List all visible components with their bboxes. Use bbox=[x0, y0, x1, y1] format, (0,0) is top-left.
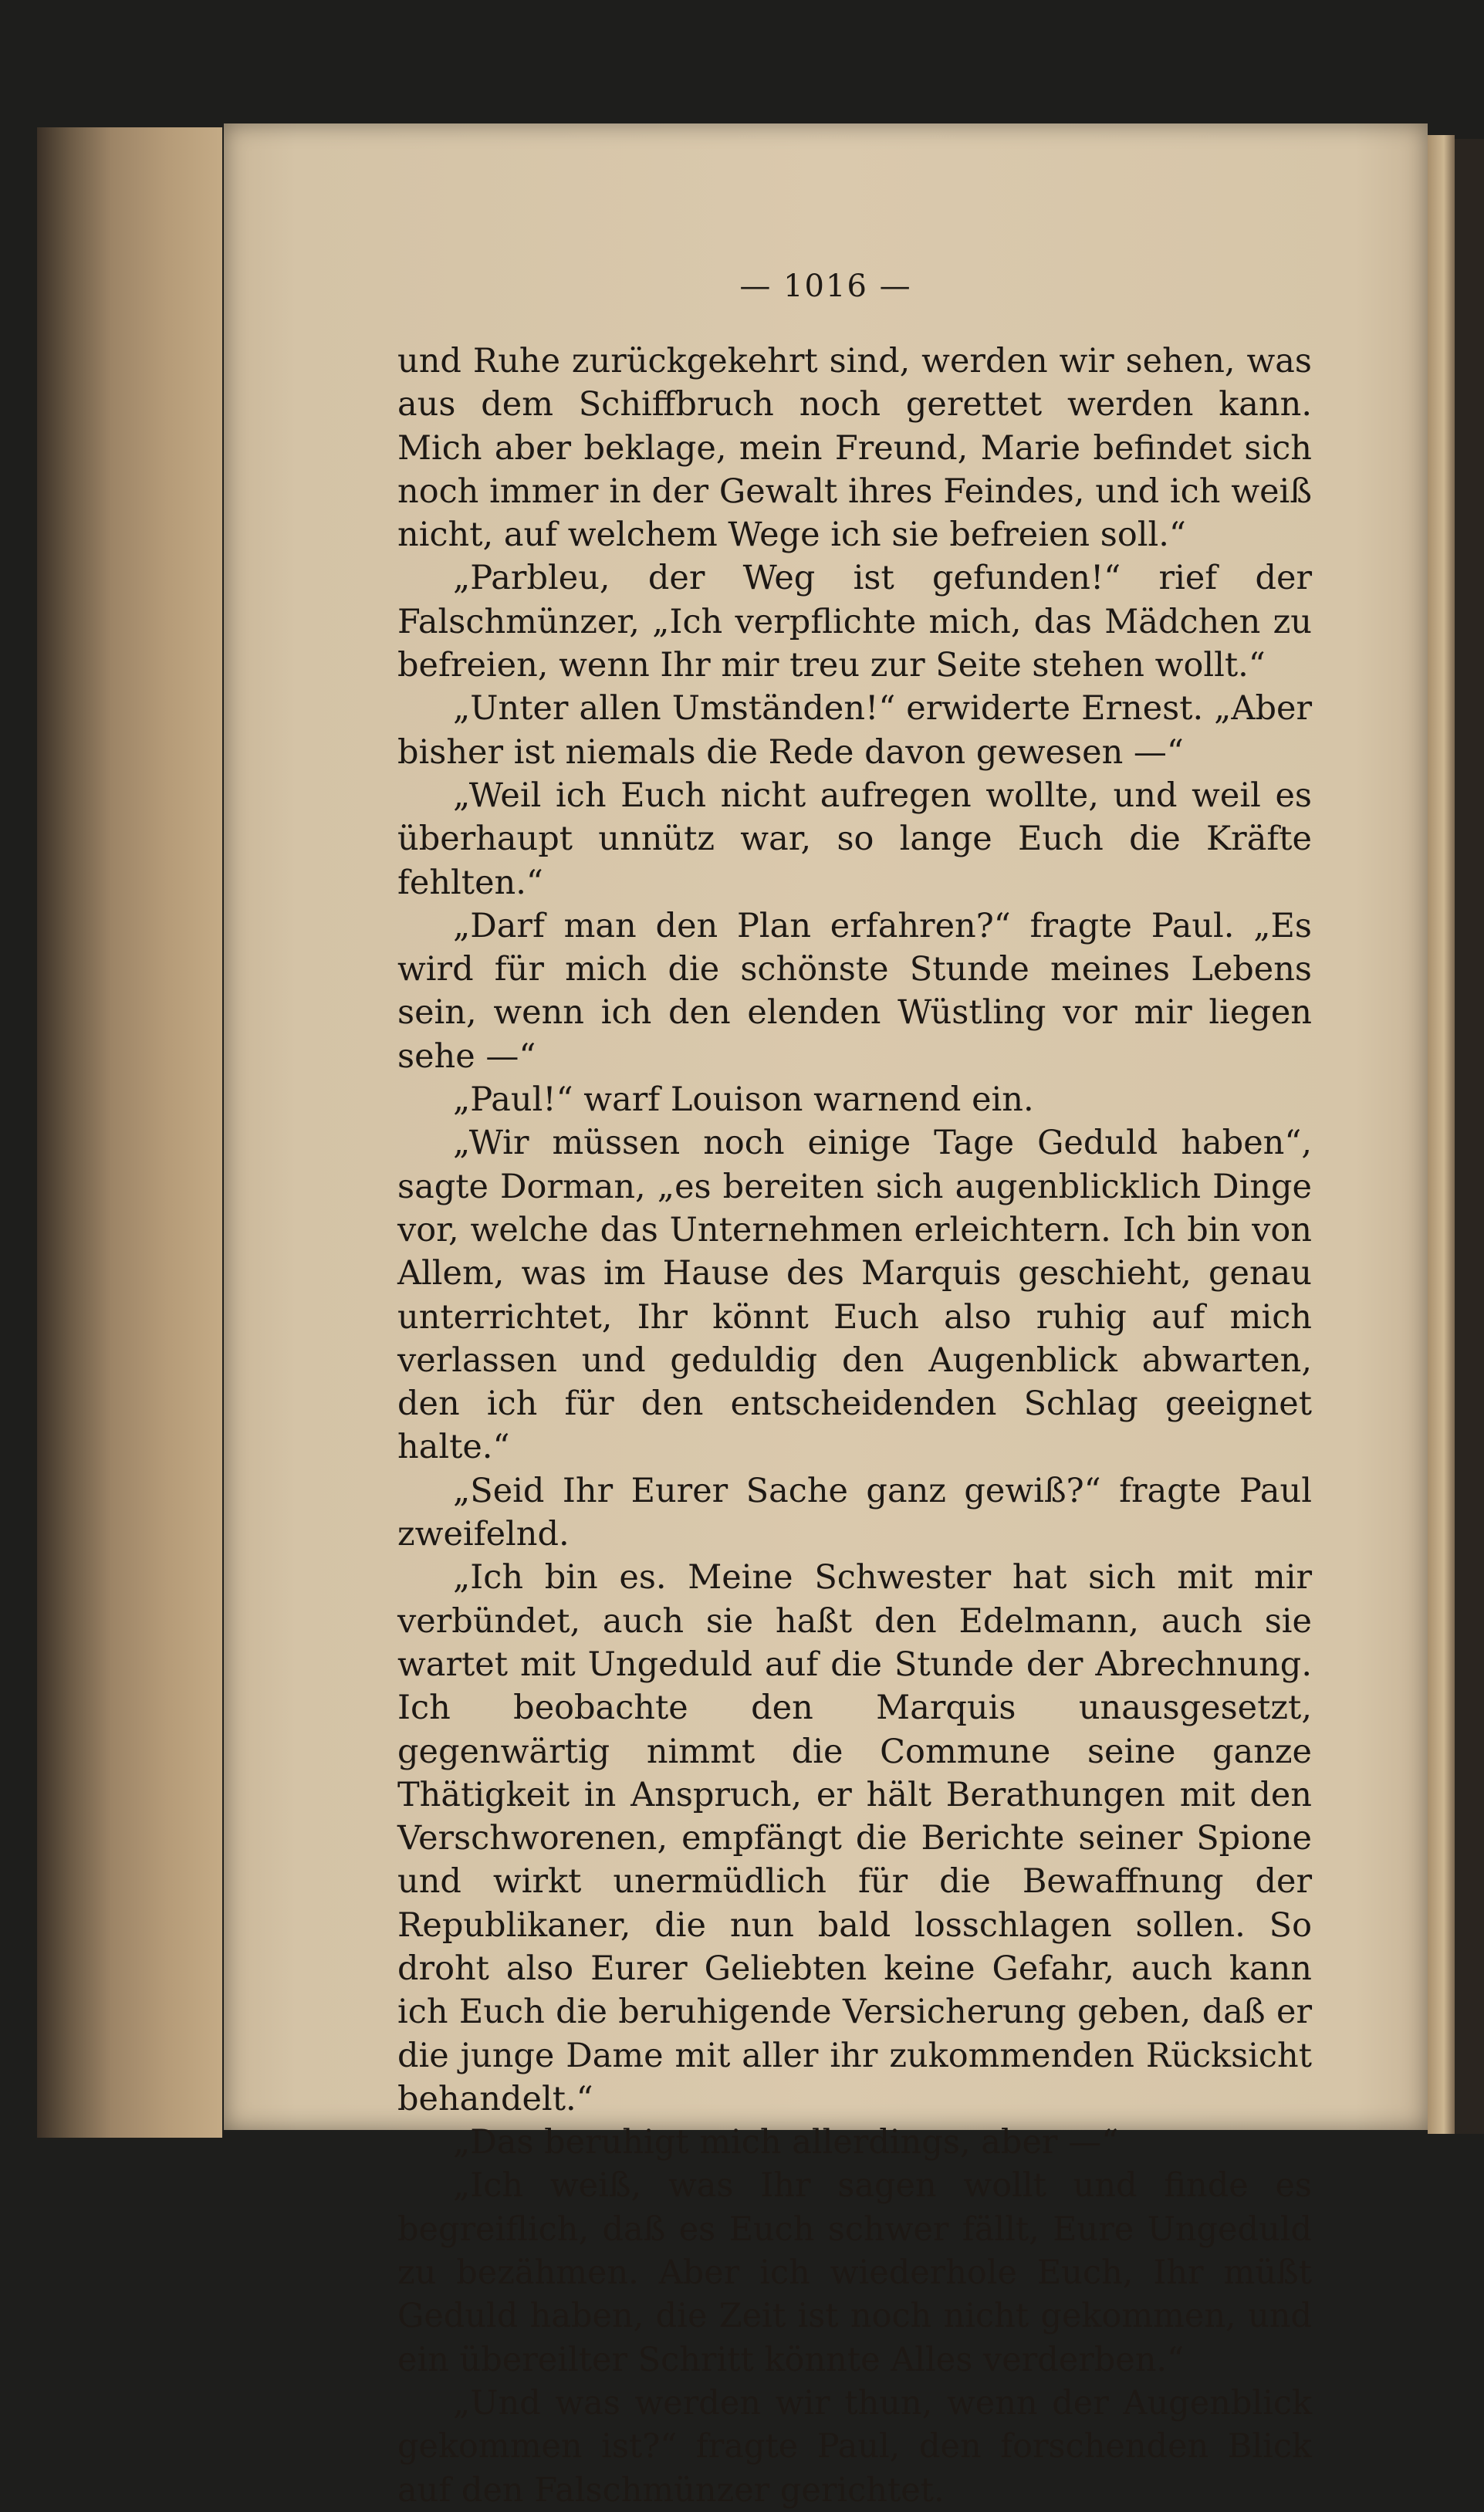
book-page-edges-left bbox=[37, 127, 222, 2138]
paragraph: „Ich weiß, was Ihr sagen wollt und finde es begreiflich, daß es Euch schwer fällt, Eure Ungeduld zu bezähmen. Aber ich wiederhole Euch, Ihr müßt Geduld haben, die Zeit ist noch nicht gekommen, und ein übereilter Schritt könnte Alles verderben.“ bbox=[397, 2166, 1312, 2379]
book-page-edge-right bbox=[1428, 135, 1455, 2134]
page-number: — 1016 — bbox=[739, 269, 912, 304]
paragraph: „Darf man den Plan erfahren?“ fragte Paul. „Es wird für mich die schönste Stunde meines Lebens sein, wenn ich den elenden Wüstling vor mir liegen sehe —“ bbox=[397, 906, 1312, 1076]
paragraph: „Wir müssen noch einige Tage Geduld haben“, sagte Dorman, „es bereiten sich augenblicklich Dinge vor, welche das Unternehmen erleichtern. Ich bin von Allem, was im Hause des Marquis geschieht, genau unterrichtet, Ihr könnt Euch also ruhig auf mich verlassen und geduldig den Augenblick abwarten, den ich für den entscheidenden Schlag geeignet halte.“ bbox=[397, 1124, 1312, 1467]
paragraph: und Ruhe zurückgekehrt sind, werden wir sehen, was aus dem Schiffbruch noch gerettet werden kann. Mich aber beklage, mein Freund, Marie befindet sich noch immer in der Gewalt ihres Feindes, und ich weiß nicht, auf welchem Wege ich sie befreien soll.“ bbox=[397, 342, 1312, 555]
paragraph: „Unter allen Umständen!“ erwiderte Ernest. „Aber bisher ist niemals die Rede davon gewesen —“ bbox=[397, 689, 1312, 772]
paragraph: „Und was werden wir thun, wenn der Augenblick gekommen ist?“ fragte Paul, den forschenden Blick auf den Falschmünzer gerichtet. bbox=[397, 2383, 1312, 2510]
paragraph: „Paul!“ warf Louison warnend ein. bbox=[453, 1080, 1034, 1120]
paragraph: „Parbleu, der Weg ist gefunden!“ rief der Falschmünzer, „Ich verpflichte mich, das Mädchen zu befreien, wenn Ihr mir treu zur Seite stehen wollt.“ bbox=[397, 559, 1312, 685]
paragraph: „Das beruhigt mich allerdings, aber —“ bbox=[453, 2123, 1119, 2162]
page-text bbox=[397, 340, 1312, 2512]
paragraph: „Ich bin es. Meine Schwester hat sich mit mir verbündet, auch sie haßt den Edelmann, auch sie wartet mit Ungeduld auf die Stunde der Abrechnung. Ich beobachte den Marquis unausgesetzt, gegenwärtig nimmt die Commune seine ganze Thätigkeit in Anspruch, er hält Berathungen mit den Verschworenen, empfängt die Berichte seiner Spione und wirkt unermüdlich für die Bewaffnung der Republikaner, die nun bald losschlagen sollen. So droht also Eurer Geliebten keine Gefahr, auch kann ich Euch die beruhigende Versicherung geben, daß er die junge Dame mit aller ihr zukommenden Rücksicht behandelt.“ bbox=[397, 1558, 1312, 2118]
paragraph: „Weil ich Euch nicht aufregen wollte, und weil es überhaupt unnütz war, so lange Euch die Kräfte fehlten.“ bbox=[397, 776, 1312, 902]
paragraph: „Seid Ihr Eurer Sache ganz gewiß?“ fragte Paul zweifelnd. bbox=[397, 1471, 1312, 1554]
next-page-binding bbox=[1455, 139, 1484, 2134]
